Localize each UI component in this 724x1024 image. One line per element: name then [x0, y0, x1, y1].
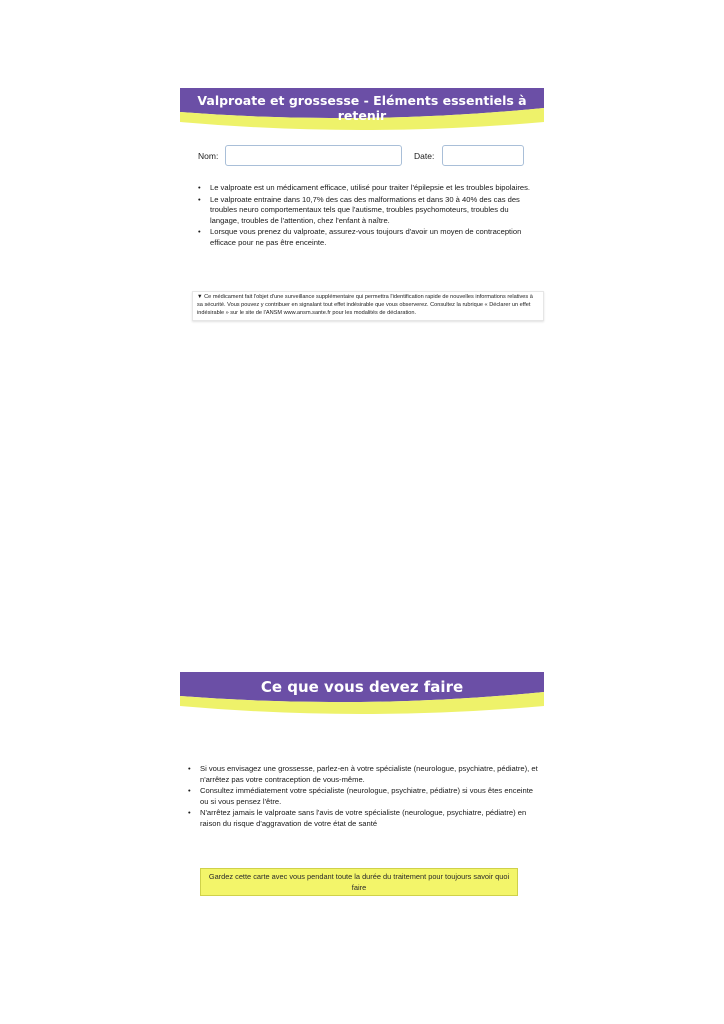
- bullet-icon: •: [188, 786, 191, 796]
- actions-list: [186, 764, 540, 831]
- black-triangle-icon: ▼: [197, 294, 203, 300]
- list-item: • Le valproate entraine dans 10,7% des cas des malformations et dans 30 à 40% des cas des troubles neuro comportementaux tels que l'autisme, troubles psychomoteurs, troubles du langage, troubles de l'attention, chez l'enfant à naître.: [198, 194, 520, 225]
- essentials-banner: [180, 88, 544, 134]
- list-item: • N'arrêtez jamais le valproate sans l'avis de votre spécialiste (neurologue, psychiatre, pédiatre) en raison du risque d'aggravation de votre état de santé: [188, 808, 527, 828]
- list-item: • Le valproate est un médicament efficace, utilisé pour traiter l'épilepsie et les troubles bipolaires.: [198, 183, 530, 192]
- essentials-list: [196, 183, 532, 250]
- actions-banner: [180, 672, 544, 718]
- bullet-icon: •: [188, 808, 191, 818]
- list-item: • Consultez immédiatement votre spécialiste (neurologue, psychiatre, pédiatre) si vous êtes enceinte ou si vous pensez l'être.: [188, 786, 534, 806]
- nom-field[interactable]: [225, 145, 402, 166]
- notice-text: Ce médicament fait l'objet d'une surveillance supplémentaire qui permettra l'identification rapide de nouvelles informations relatives à sa sécurité. Vous pouvez y contribuer en signalant tout effet indésirable que vous observerez. Consultez la rubrique « Déclarer un effet indésirable » sur le site de l'ANSM www.ansm.sante.fr pour les modalités de déclaration.: [197, 294, 533, 316]
- bullet-icon: •: [188, 764, 191, 773]
- nom-label: Nom:: [198, 151, 219, 161]
- bullet-icon: •: [198, 194, 201, 204]
- essentials-card: [180, 88, 544, 316]
- essentials-title: Valproate et grossesse - Eléments essentiels à retenir: [197, 93, 527, 123]
- identity-form: [198, 145, 526, 167]
- list-item: • Lorsque vous prenez du valproate, assurez-vous toujours d'avoir un moyen de contraception efficace pour ne pas être enceinte.: [198, 227, 522, 247]
- date-label: Date:: [414, 151, 435, 161]
- list-item: • Si vous envisagez une grossesse, parlez-en à votre spécialiste (neurologue, psychiatre, pédiatre), et n'arrêtez pas votre contraception de vous-même.: [188, 764, 538, 784]
- actions-title: Ce que vous devez faire: [260, 678, 464, 696]
- surveillance-notice: [192, 291, 544, 321]
- actions-card: [180, 672, 544, 892]
- date-field[interactable]: [442, 145, 524, 166]
- keep-card-note: Gardez cette carte avec vous pendant toute la durée du traitement pour toujours savoir quoi faire: [200, 868, 518, 896]
- bullet-icon: •: [198, 183, 201, 192]
- bullet-icon: •: [198, 227, 201, 237]
